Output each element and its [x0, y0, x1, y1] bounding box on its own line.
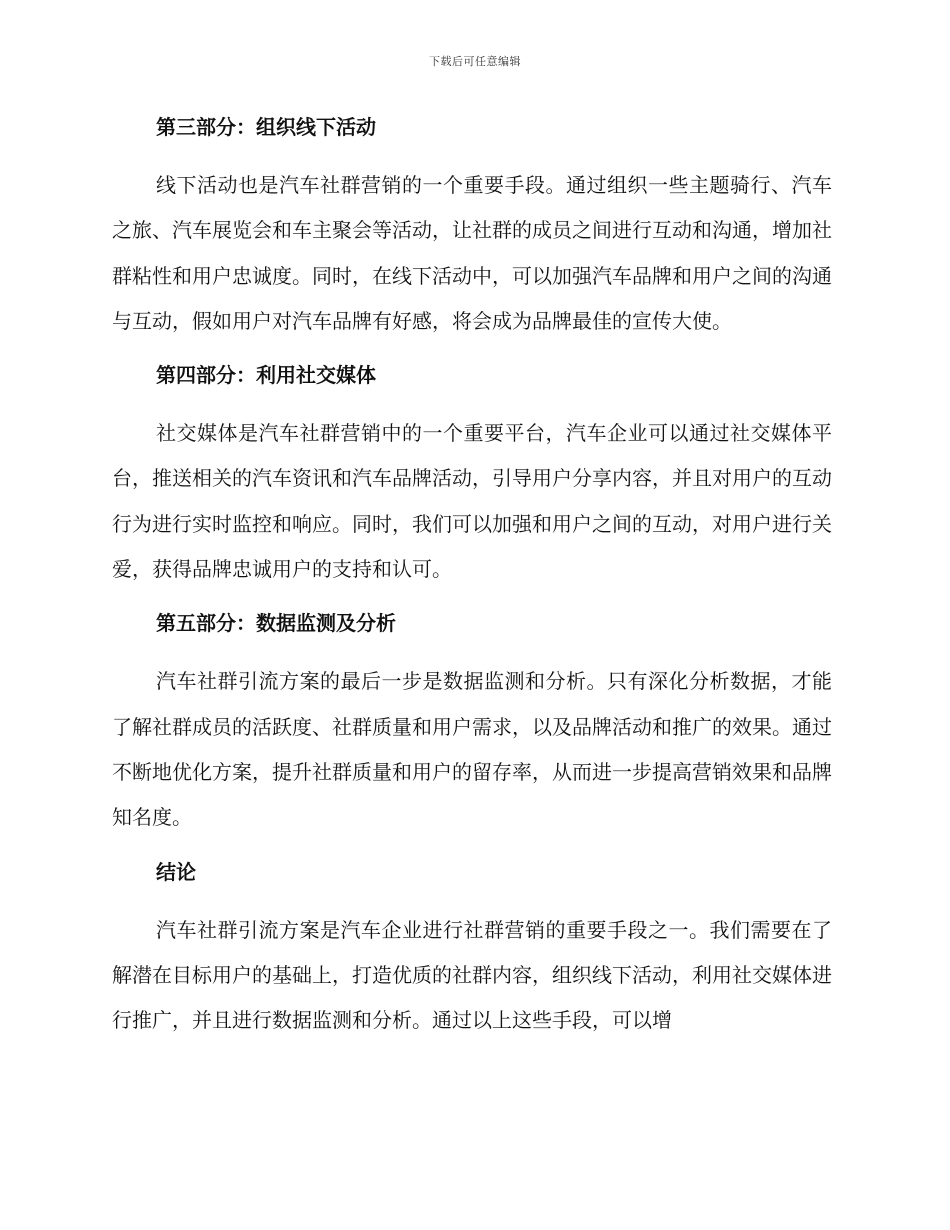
section-paragraph: 汽车社群引流方案是汽车企业进行社群营销的重要手段之一。我们需要在了解潜在目标用户的基础上，打造优质的社群内容，组织线下活动，利用社交媒体进行推广，并且进行数据监测和分析。通过以上这些手段，可以增 — [112, 917, 832, 1033]
section-heading: 第三部分：组织线下活动 — [156, 115, 376, 139]
section-data-analysis — [112, 608, 832, 840]
section-offline-activities — [112, 112, 832, 344]
section-paragraph: 社交媒体是汽车社群营销中的一个重要平台，汽车企业可以通过社交媒体平台，推送相关的汽车资讯和汽车品牌活动，引导用户分享内容，并且对用户的互动行为进行实时监控和响应。同时，我们可以加强和用户之间的互动，对用户进行关爱，获得品牌忠诚用户的支持和认可。 — [112, 421, 832, 582]
section-social-media — [112, 360, 832, 592]
section-paragraph: 汽车社群引流方案的最后一步是数据监测和分析。只有深化分析数据，才能了解社群成员的活跃度、社群质量和用户需求，以及品牌活动和推广的效果。通过不断地优化方案，提升社群质量和用户的留存率，从而进一步提高营销效果和品牌知名度。 — [112, 669, 832, 830]
section-heading: 第四部分：利用社交媒体 — [156, 363, 376, 388]
section-paragraph: 线下活动也是汽车社群营销的一个重要手段。通过组织一些主题骑行、汽车之旅、汽车展览会和车主聚会等活动，让社群的成员之间进行互动和沟通，增加社群粘性和用户忠诚度。同时，在线下活动中，可以加强汽车品牌和用户之间的沟通与互动，假如用户对汽车品牌有好感，将会成为品牌最佳的宣传大使。 — [112, 173, 832, 333]
section-heading: 结论 — [156, 859, 196, 884]
document-body — [112, 112, 832, 1059]
section-conclusion — [112, 857, 832, 1044]
page-header-note: 下载后可任意编辑 — [429, 55, 521, 68]
section-heading: 第五部分：数据监测及分析 — [156, 611, 396, 636]
